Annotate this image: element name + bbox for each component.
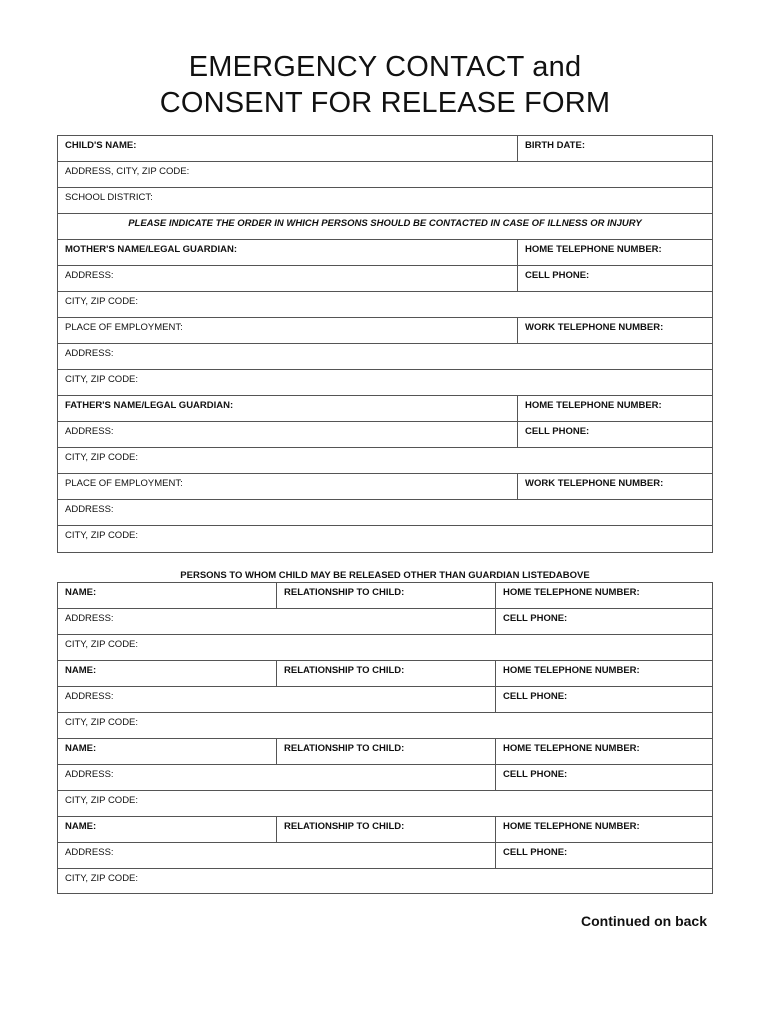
mother-address-label: ADDRESS: (65, 270, 114, 281)
release-person-home-phone-label: HOME TELEPHONE NUMBER: (503, 665, 640, 676)
release-person-name-label: NAME: (65, 743, 97, 754)
father-city-row (58, 448, 712, 474)
birth-date-field[interactable] (517, 136, 712, 161)
release-person-address-row (58, 843, 712, 869)
father-work-address-row (58, 500, 712, 526)
release-person-city-field[interactable] (58, 869, 712, 895)
release-person-city-field[interactable] (58, 713, 712, 738)
release-person-address-field[interactable] (58, 687, 495, 712)
father-work-city-field[interactable] (58, 526, 712, 552)
mother-employment-field[interactable] (58, 318, 517, 343)
mother-home-phone-field[interactable] (517, 240, 712, 265)
father-work-address-label: ADDRESS: (65, 504, 114, 515)
release-person-address-label: ADDRESS: (65, 847, 114, 858)
father-work-phone-field[interactable] (517, 474, 712, 499)
release-person-relationship-label: RELATIONSHIP TO CHILD: (284, 821, 405, 832)
school-district-row (58, 188, 712, 214)
father-employment-row (58, 474, 712, 500)
form-title-line1: EMERGENCY CONTACT and (188, 51, 582, 83)
release-person-cell-phone-field[interactable] (495, 765, 712, 790)
mother-home-phone-label: HOME TELEPHONE NUMBER: (525, 244, 662, 255)
contact-order-instruction: PLEASE INDICATE THE ORDER IN WHICH PERSONS SHOULD BE CONTACTED IN CASE OF ILLNESS OR INJURY (128, 218, 642, 229)
child-address-row (58, 162, 712, 188)
father-employment-field[interactable] (58, 474, 517, 499)
release-person-relationship-field[interactable] (276, 739, 495, 764)
release-person-home-phone-label: HOME TELEPHONE NUMBER: (503, 743, 640, 754)
release-person-city-row (58, 791, 712, 817)
release-person-city-label: CITY, ZIP CODE: (65, 639, 139, 650)
continued-on-back-note: Continued on back (581, 913, 707, 929)
mother-work-city-field[interactable] (58, 370, 712, 395)
release-person-name-field[interactable] (58, 583, 276, 608)
release-person-relationship-field[interactable] (276, 583, 495, 608)
release-person-name-row (58, 739, 712, 765)
release-person-city-field[interactable] (58, 635, 712, 660)
release-person-name-row (58, 661, 712, 687)
mother-work-phone-label: WORK TELEPHONE NUMBER: (525, 322, 664, 333)
release-person-name-field[interactable] (58, 661, 276, 686)
release-person-city-row (58, 713, 712, 739)
release-person-cell-phone-field[interactable] (495, 843, 712, 868)
release-person-city-row (58, 869, 712, 895)
release-person-address-label: ADDRESS: (65, 613, 114, 624)
release-person-city-row (58, 635, 712, 661)
release-person-home-phone-label: HOME TELEPHONE NUMBER: (503, 587, 640, 598)
mother-cell-phone-label: CELL PHONE: (525, 270, 590, 281)
father-city-label: CITY, ZIP CODE: (65, 452, 139, 463)
release-person-home-phone-field[interactable] (495, 739, 712, 764)
mother-employment-row (58, 318, 712, 344)
father-address-field[interactable] (58, 422, 517, 447)
release-person-cell-phone-label: CELL PHONE: (503, 613, 568, 624)
mother-work-city-label: CITY, ZIP CODE: (65, 374, 139, 385)
release-person-address-row (58, 687, 712, 713)
release-person-address-field[interactable] (58, 609, 495, 634)
release-person-address-label: ADDRESS: (65, 691, 114, 702)
mother-name-label: MOTHER'S NAME/LEGAL GUARDIAN: (65, 244, 238, 255)
release-person-cell-phone-field[interactable] (495, 687, 712, 712)
release-person-address-row (58, 609, 712, 635)
release-person-city-label: CITY, ZIP CODE: (65, 717, 139, 728)
release-person-relationship-label: RELATIONSHIP TO CHILD: (284, 665, 405, 676)
release-person-name-label: NAME: (65, 665, 97, 676)
release-persons-table (57, 582, 713, 894)
release-person-home-phone-field[interactable] (495, 583, 712, 608)
mother-employment-label: PLACE OF EMPLOYMENT: (65, 322, 183, 333)
mother-work-address-field[interactable] (58, 344, 712, 369)
mother-city-label: CITY, ZIP CODE: (65, 296, 139, 307)
mother-city-field[interactable] (58, 292, 712, 317)
mother-work-phone-field[interactable] (517, 318, 712, 343)
release-persons-header: PERSONS TO WHOM CHILD MAY BE RELEASED OTHER THAN GUARDIAN LISTEDABOVE (180, 570, 590, 581)
mother-address-row (58, 266, 712, 292)
mother-name-row (58, 240, 712, 266)
father-cell-phone-label: CELL PHONE: (525, 426, 590, 437)
form-title-line2: CONSENT FOR RELEASE FORM (159, 87, 611, 119)
release-person-cell-phone-field[interactable] (495, 609, 712, 634)
father-address-row (58, 422, 712, 448)
release-person-city-field[interactable] (58, 791, 712, 816)
release-person-name-row (58, 817, 712, 843)
release-person-address-label: ADDRESS: (65, 769, 114, 780)
release-person-home-phone-field[interactable] (495, 661, 712, 686)
release-person-home-phone-field[interactable] (495, 817, 712, 842)
release-person-relationship-label: RELATIONSHIP TO CHILD: (284, 587, 405, 598)
school-district-field[interactable] (58, 188, 712, 213)
contact-order-instruction-row (58, 214, 712, 240)
release-person-name-label: NAME: (65, 821, 97, 832)
mother-work-address-row (58, 344, 712, 370)
child-name-label: CHILD'S NAME: (65, 140, 137, 151)
release-person-address-field[interactable] (58, 765, 495, 790)
release-person-city-label: CITY, ZIP CODE: (65, 795, 139, 806)
release-person-home-phone-label: HOME TELEPHONE NUMBER: (503, 821, 640, 832)
release-person-address-row (58, 765, 712, 791)
school-district-label: SCHOOL DISTRICT: (65, 192, 153, 203)
release-person-relationship-field[interactable] (276, 661, 495, 686)
release-person-name-row (58, 583, 712, 609)
release-person-name-label: NAME: (65, 587, 97, 598)
release-person-cell-phone-label: CELL PHONE: (503, 691, 568, 702)
mother-work-address-label: ADDRESS: (65, 348, 114, 359)
father-name-label: FATHER'S NAME/LEGAL GUARDIAN: (65, 400, 234, 411)
father-work-city-label: CITY, ZIP CODE: (65, 530, 139, 541)
father-name-row (58, 396, 712, 422)
mother-cell-phone-field[interactable] (517, 266, 712, 291)
father-work-address-field[interactable] (58, 500, 712, 525)
release-person-relationship-label: RELATIONSHIP TO CHILD: (284, 743, 405, 754)
father-work-phone-label: WORK TELEPHONE NUMBER: (525, 478, 664, 489)
release-person-cell-phone-label: CELL PHONE: (503, 847, 568, 858)
release-person-cell-phone-label: CELL PHONE: (503, 769, 568, 780)
father-work-city-row (58, 526, 712, 552)
guardian-contact-table (57, 135, 713, 553)
release-person-relationship-field[interactable] (276, 817, 495, 842)
father-home-phone-label: HOME TELEPHONE NUMBER: (525, 400, 662, 411)
mother-name-field[interactable] (58, 240, 517, 265)
mother-work-city-row (58, 370, 712, 396)
child-address-label: ADDRESS, CITY, ZIP CODE: (65, 166, 190, 177)
mother-city-row (58, 292, 712, 318)
father-address-label: ADDRESS: (65, 426, 114, 437)
release-person-name-field[interactable] (58, 739, 276, 764)
release-person-city-label: CITY, ZIP CODE: (65, 873, 139, 884)
mother-address-field[interactable] (58, 266, 517, 291)
father-employment-label: PLACE OF EMPLOYMENT: (65, 478, 183, 489)
release-person-address-field[interactable] (58, 843, 495, 868)
birth-date-label: BIRTH DATE: (525, 140, 585, 151)
release-person-name-field[interactable] (58, 817, 276, 842)
father-city-field[interactable] (58, 448, 712, 473)
child-name-field[interactable] (58, 136, 517, 161)
father-home-phone-field[interactable] (517, 396, 712, 421)
child-name-row (58, 136, 712, 162)
father-name-field[interactable] (58, 396, 517, 421)
child-address-field[interactable] (58, 162, 712, 187)
father-cell-phone-field[interactable] (517, 422, 712, 447)
